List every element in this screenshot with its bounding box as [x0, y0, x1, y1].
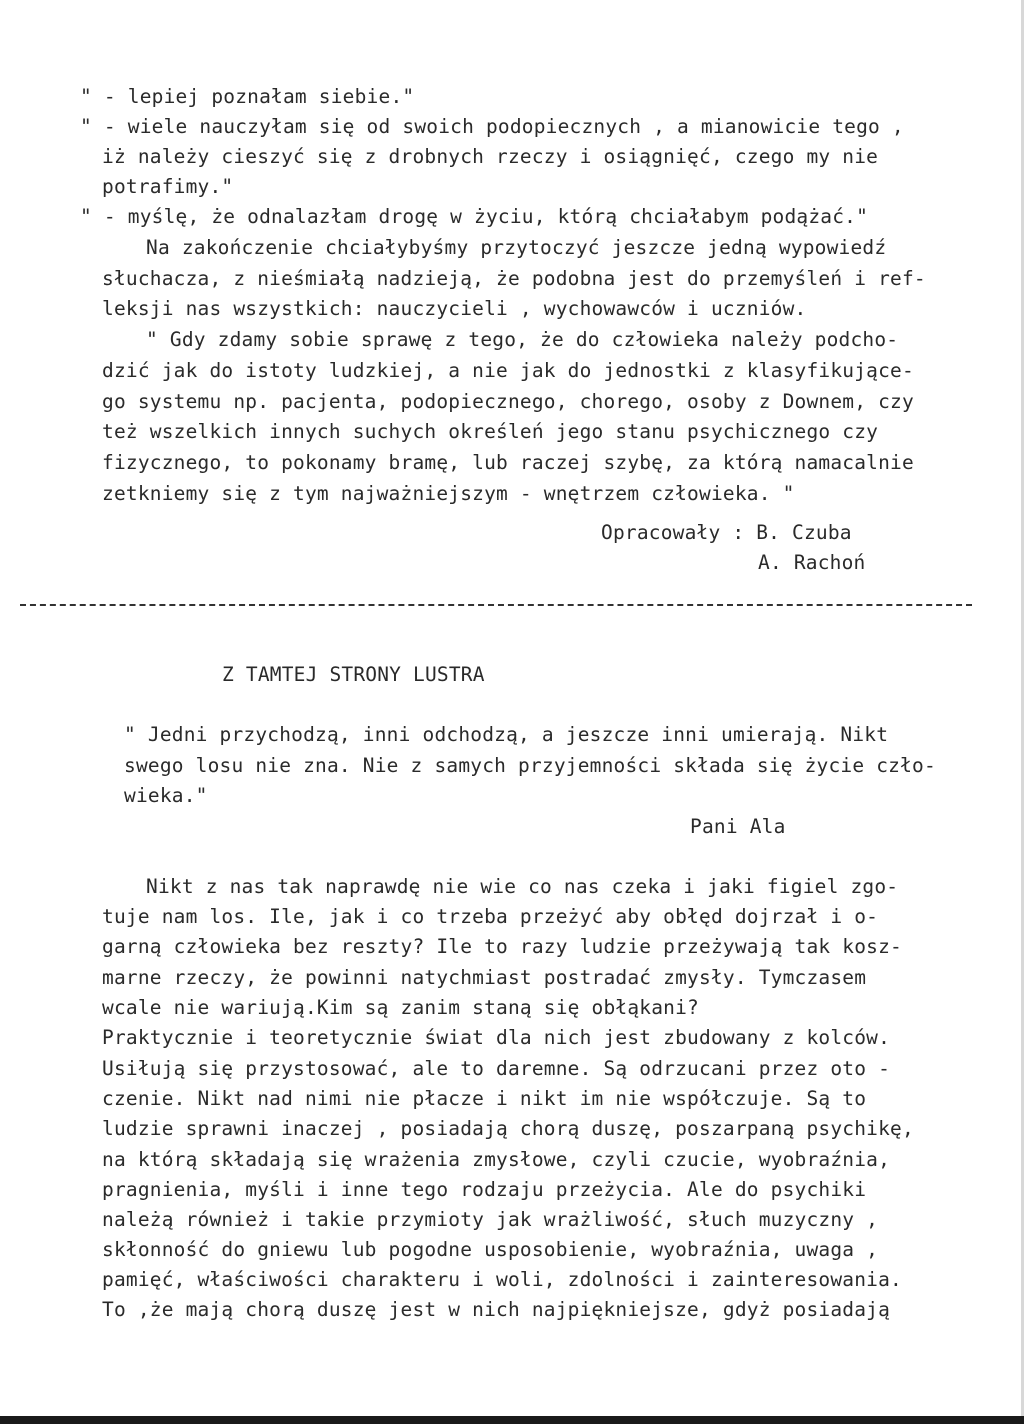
body-line: na którą składają się wrażenia zmysłowe, czyli czucie, wyobraźnia,: [102, 1148, 891, 1171]
body-line: skłonność do gniewu lub pogodne usposobienie, wyobraźnia, uwaga ,: [102, 1238, 879, 1261]
text-line: potrafimy.": [102, 175, 234, 198]
dashed-separator: [20, 604, 972, 606]
text-line: leksji nas wszystkich: nauczycieli , wychowawców i uczniów.: [102, 297, 807, 320]
body-line: Praktycznie i teoretycznie świat dla nich jest zbudowany z kolców.: [102, 1026, 891, 1049]
body-line: marne rzeczy, że powinni natychmiast postradać zmysły. Tymczasem: [102, 966, 867, 989]
signature-authors: Opracowały : B. Czuba: [601, 521, 852, 544]
text-line: " - myślę, że odnalazłam drogę w życiu, którą chciałabym podążać.": [80, 205, 869, 228]
body-line: pragnienia, myśli i inne tego rodzaju przeżycia. Ale do psychiki: [102, 1178, 867, 1201]
body-line: garną człowieka bez reszty? Ile to razy ludzie przeżywają tak kosz-: [102, 935, 902, 958]
quote-line: wieka.": [124, 784, 208, 807]
quote-author: Pani Ala: [690, 815, 786, 838]
text-line: dzić jak do istoty ludzkiej, a nie jak do jednostki z klasyfikujące-: [102, 359, 914, 382]
body-line: ludzie sprawni inaczej , posiadają chorą duszę, poszarpaną psychikę,: [102, 1117, 914, 1140]
body-line: tuje nam los. Ile, jak i co trzeba przeżyć aby obłęd dojrzał i o-: [102, 905, 879, 928]
text-line: Na zakończenie chciałybyśmy przytoczyć jeszcze jedną wypowiedź: [146, 236, 887, 259]
text-line: " - wiele nauczyłam się od swoich podopiecznych , a mianowicie tego ,: [80, 115, 904, 138]
text-line: go systemu np. pacjenta, podopiecznego, chorego, osoby z Downem, czy: [102, 390, 914, 413]
text-line: też wszelkich innych suchych określeń jego stanu psychicznego czy: [102, 420, 879, 443]
body-line: wcale nie wariują.Kim są zanim staną się obłąkani?: [102, 996, 699, 1019]
text-line: " Gdy zdamy sobie sprawę z tego, że do człowieka należy podcho-: [146, 328, 899, 351]
text-line: zetkniemy się z tym najważniejszym - wnętrzem człowieka. ": [102, 482, 795, 505]
body-line: Nikt z nas tak naprawdę nie wie co nas czeka i jaki figiel zgo-: [146, 875, 899, 898]
body-line: Usiłują się przystosować, ale to daremne. Są odrzucani przez oto -: [102, 1057, 891, 1080]
quote-line: " Jedni przychodzą, inni odchodzą, a jeszcze inni umierają. Nikt: [124, 723, 889, 746]
signature-author-second: A. Rachoń: [758, 551, 866, 574]
body-line: pamięć, właściwości charakteru i woli, zdolności i zainteresowania.: [102, 1268, 902, 1291]
body-line: należą również i takie przymioty jak wrażliwość, słuch muzyczny ,: [102, 1208, 879, 1231]
text-line: fizycznego, to pokonamy bramę, lub raczej szybę, za którą namacalnie: [102, 451, 914, 474]
text-line: " - lepiej poznałam siebie.": [80, 85, 415, 108]
quote-line: swego losu nie zna. Nie z samych przyjemności składa się życie czło-: [124, 754, 936, 777]
article-title: Z TAMTEJ STRONY LUSTRA: [222, 663, 485, 686]
scan-bottom-edge: [0, 1416, 1024, 1424]
text-line: słuchacza, z nieśmiałą nadzieją, że podobna jest do przemyśleń i ref-: [102, 267, 926, 290]
body-line: czenie. Nikt nad nimi nie płacze i nikt im nie współczuje. Są to: [102, 1087, 867, 1110]
text-line: iż należy cieszyć się z drobnych rzeczy i osiągnięć, czego my nie: [102, 145, 879, 168]
body-line: To ,że mają chorą duszę jest w nich najpiękniejsze, gdyż posiadają: [102, 1298, 891, 1321]
